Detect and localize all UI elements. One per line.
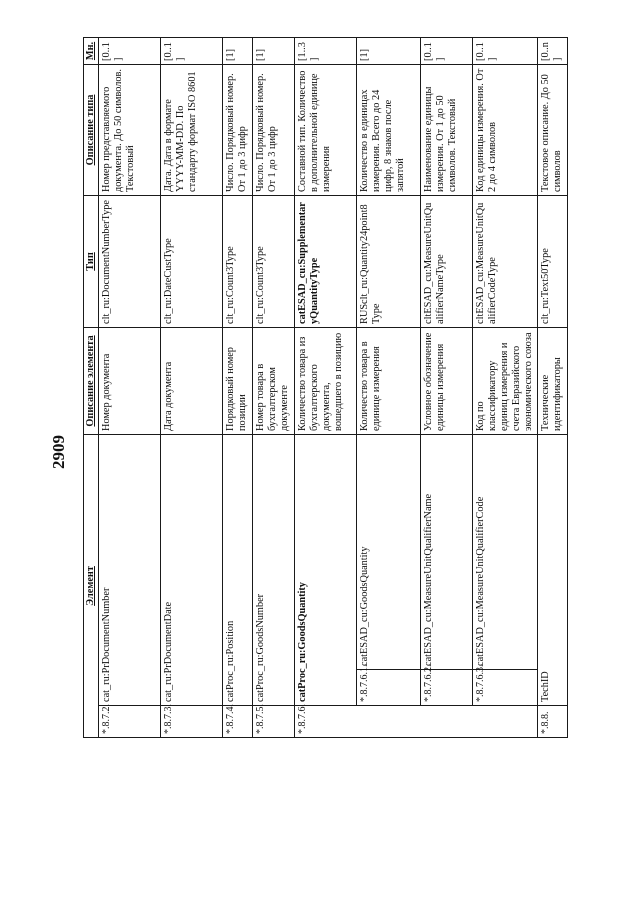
row-number: *.8.7.2.: [99, 706, 161, 738]
row-number: *.8.7.4.: [223, 706, 253, 738]
element-type: clt_ru:DocumentNumberType: [99, 195, 161, 327]
element-name: catESAD_cu:MeasureUnitQualifierCode: [472, 434, 538, 669]
type-description: Текстовое описание. До 50 символов: [538, 64, 568, 195]
element-type: clt_ru:Count3Type: [223, 195, 253, 327]
element-type: cltESAD_cu:MeasureUnitQualifierCodeType: [472, 195, 538, 327]
type-description: Число. Порядковый номер. От 1 до 3 цифр: [253, 64, 294, 195]
element-name: cat_ru:PrDocumentDate: [161, 434, 223, 705]
multiplicity: [0..1]: [161, 37, 223, 64]
multiplicity: [1]: [356, 37, 420, 64]
element-description: Количество товара в единице измерения: [356, 327, 420, 434]
page-number: 2909: [49, 435, 68, 469]
element-description: Номер документа: [99, 327, 161, 434]
element-description: Порядковый номер позиции: [223, 327, 253, 434]
element-description: Условное обозначение единицы измерения: [420, 327, 472, 434]
table-row: [420, 37, 472, 737]
multiplicity: [0..1]: [472, 37, 538, 64]
table-row: [538, 37, 568, 737]
element-name: catProc_ru:Position: [223, 434, 253, 705]
element-description: Код по классификатору единиц измерения и счета Евразийского экономического союза: [472, 327, 538, 434]
type-description: Количество в единицах измерения. Всего до 24 цифр, 8 знаков после запятой: [356, 64, 420, 195]
table-row: [356, 37, 420, 737]
type-description: Число. Порядковый номер. От 1 до 3 цифр: [223, 64, 253, 195]
element-description: Технические идентификаторы: [538, 327, 568, 434]
table-row: [99, 37, 161, 737]
element-name: TechID: [538, 434, 568, 705]
element-description: Количество товара из бухгалтерского документа, вошедшего в позицию: [294, 327, 356, 434]
element-description: Дата документа: [161, 327, 223, 434]
table-row: [253, 37, 294, 737]
row-number: *.8.8.: [538, 706, 568, 738]
element-type: clt_ru:Text50Type: [538, 195, 568, 327]
table-row: [472, 37, 538, 737]
multiplicity: [0..1]: [420, 37, 472, 64]
type-description: Дата. Дата в формате YYYY-MM-DD. По стандарту формат ISO 8601: [161, 64, 223, 195]
header-multiplicity: Мн.: [84, 37, 99, 64]
header-element: Элемент: [84, 434, 99, 737]
multiplicity: [0..n]: [538, 37, 568, 64]
header-row: [84, 37, 99, 737]
row-number: *.8.7.6.: [294, 706, 538, 738]
header-type-description: Описание типа: [84, 64, 99, 195]
table-row: [161, 37, 223, 737]
row-number: *.8.7.5.: [253, 706, 294, 738]
element-type: cltESAD_cu:MeasureUnitQualifierNameType: [420, 195, 472, 327]
element-name: cat_ru:PrDocumentNumber: [99, 434, 161, 705]
multiplicity: [0..1]: [99, 37, 161, 64]
multiplicity: [1..3]: [294, 37, 356, 64]
element-name: catESAD_cu:GoodsQuantity: [356, 434, 420, 669]
element-type: clt_ru:Count3Type: [253, 195, 294, 327]
element-name: catProc_ru:GoodsQuantity: [294, 434, 356, 705]
table-row: [294, 37, 356, 737]
element-description: Номер товара в бухгалтерском документе: [253, 327, 294, 434]
header-type: Тип: [84, 195, 99, 327]
multiplicity: [1]: [253, 37, 294, 64]
row-number: *.8.7.6.2.: [420, 670, 472, 706]
type-description: Код единицы измерения. От 2 до 4 символов: [472, 64, 538, 195]
element-name: catESAD_cu:MeasureUnitQualifierName: [420, 434, 472, 669]
row-number: *.8.7.6.3.: [472, 670, 538, 706]
table-row: [223, 37, 253, 737]
row-number: *.8.7.3.: [161, 706, 223, 738]
element-type: clt_ru:DateCustType: [161, 195, 223, 327]
rotated-table-container: [83, 38, 564, 738]
multiplicity: [1]: [223, 37, 253, 64]
type-description: Наименование единицы измерения. От 1 до 50 символов. Текстовый: [420, 64, 472, 195]
element-name: catProc_ru:GoodsNumber: [253, 434, 294, 705]
specification-table: [83, 37, 568, 738]
row-number: *.8.7.6.1.: [356, 670, 420, 706]
type-description: Составной тип. Количество в дополнительной единице измерения: [294, 64, 356, 195]
type-description: Номер представляемого документа. До 50 символов. Текстовый: [99, 64, 161, 195]
element-type: RUSclt_ru:Quantity24point8Type: [356, 195, 420, 327]
header-description: Описание элемента: [84, 327, 99, 434]
element-type: catESAD_cu:SupplementaryQuantityType: [294, 195, 356, 327]
